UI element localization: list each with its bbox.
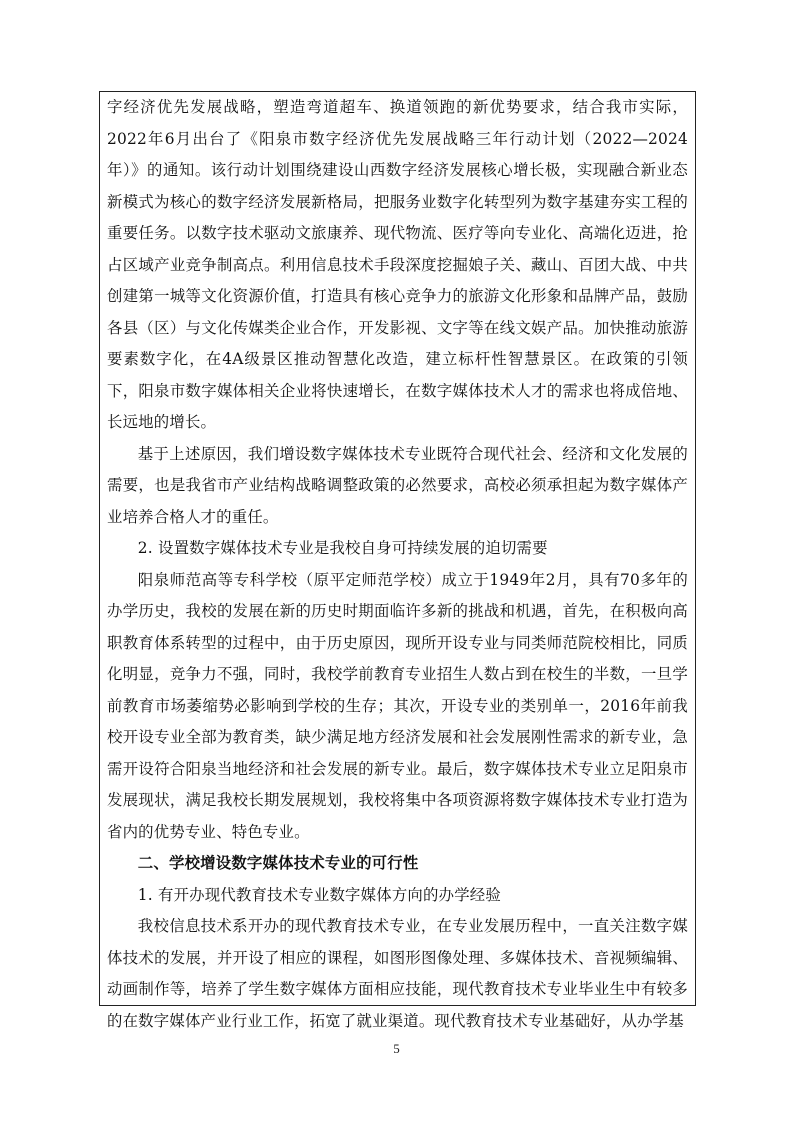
page-number: 5: [393, 1041, 400, 1056]
paragraph-school-history: 阳泉师范高等专科学校（原平定师范学校）成立于1949年2月，具有70多年的办学历史，我校的发展在新的历史时期面临许多新的挑战和机遇，首先，在积极向高职教育体系转型的过程中，由于历史原因，现所开设专业与同类师范院校相比，同质化明显，竞争力不强，同时，我校学前教育专业招生人数占到在校生的半数，一旦学前教育市场萎缩势必影响到学校的生存；其次，开设专业的类别单一，2016年前我校开设专业全部为教育类，缺少满足地方经济发展和社会发展刚性需求的新专业，急需开设符合阳泉当地经济和社会发展的新专业。最后，数字媒体技术专业立足阳泉市发展现状，满足我校长期发展规划，我校将集中各项资源将数字媒体技术专业打造为省内的优势专业、特色专业。: [107, 570, 688, 841]
paragraph-summary: 基于上述原因，我们增设数字媒体技术专业既符合现代社会、经济和文化发展的需要，也是我省市产业结构战略调整政策的必然要求，高校必须承担起为数字媒体产业培养合格人才的重任。: [107, 444, 688, 526]
section-heading-feasibility: 二、学校增设数字媒体技术专业的可行性: [137, 854, 419, 872]
document-body: [107, 92, 688, 1037]
subheading-1: 1. 有开办现代教育技术专业数字媒体方向的办学经验: [137, 885, 501, 904]
form-table-cell: [99, 91, 696, 1030]
paragraph-experience: 我校信息技术系开办的现代教育技术专业，在专业发展历程中，一直关注数字媒体技术的发展，并开设了相应的课程，如图形图像处理、多媒体技术、音视频编辑、动画制作等，培养了学生数字媒体方面相应技能，现代教育技术专业毕业生中有较多的在数字媒体产业行业工作，拓宽了就业渠道。现代教育技术专业基础好，从办学基: [107, 917, 688, 1030]
subheading-2: 2. 设置数字媒体技术专业是我校自身可持续发展的迫切需要: [137, 539, 548, 557]
paragraph-continuation: 字经济优先发展战略，塑造弯道超车、换道领跑的新优势要求，结合我市实际，2022年6月出台了《阳泉市数字经济优先发展战略三年行动计划（2022—2024年）》的通知。该行动计划围绕建设山西数字经济发展核心增长极，实现融合新业态新模式为核心的数字经济发展新格局，把服务业数字化转型列为数字基建夯实工程的重要任务。以数字技术驱动文旅康养、现代物流、医疗等向专业化、高端化迈进，抢占区域产业竞争制高点。利用信息技术手段深度挖掘娘子关、藏山、百团大战、中共创建第一城等文化资源价值，打造具有核心竞争力的旅游文化形象和品牌产品，鼓励各县（区）与文化传媒类企业合作，开发影视、文字等在线文娱产品。加快推动旅游要素数字化，在4A级景区推动智慧化改造，建立标杆性智慧景区。在政策的引领下，阳泉市数字媒体相关企业将快速增长，在数字媒体技术人才的需求也将成倍地、长远地的增长。: [107, 98, 688, 431]
